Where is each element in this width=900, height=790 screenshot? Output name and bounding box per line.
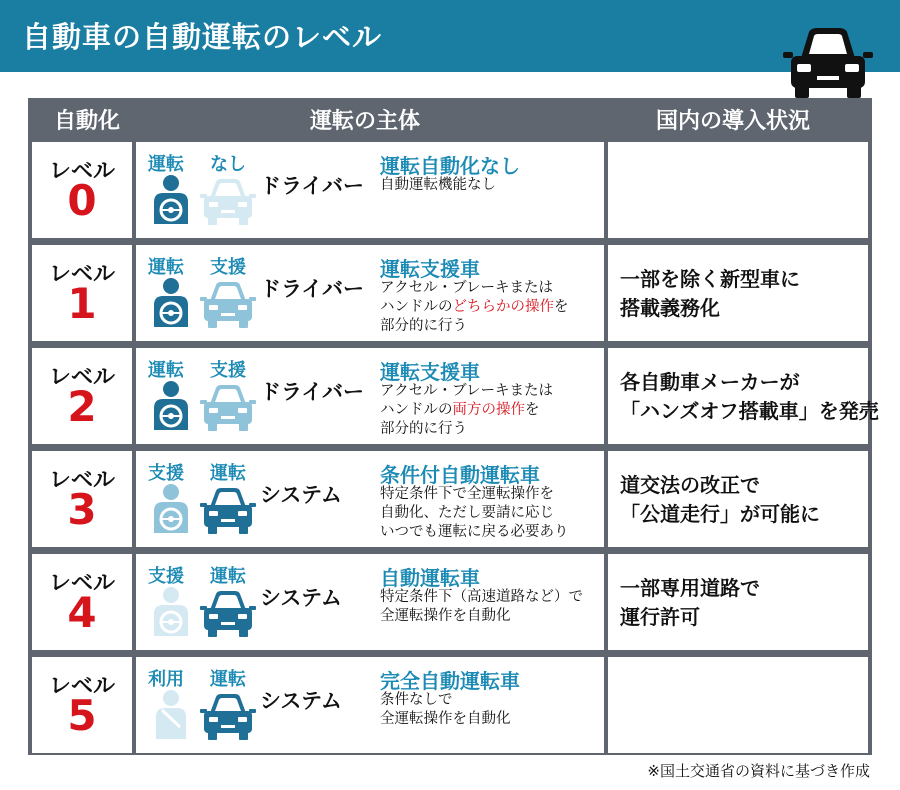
role-car-label: 運転 (210, 566, 246, 587)
car-icon (200, 382, 256, 434)
role-person-label: 運転 (148, 154, 184, 175)
level-description (380, 176, 496, 195)
description-text: を (554, 299, 569, 315)
description-highlight: どちらかの操作 (452, 299, 554, 315)
status-line: 「ハンズオフ搭載車」を発売 (620, 399, 879, 423)
table-header (28, 98, 872, 138)
description-text: 全運転操作を自動化 (380, 608, 511, 624)
level-label: レベル (48, 365, 115, 390)
level-cell (32, 554, 132, 650)
driving-subject-cell (136, 142, 604, 238)
level-number: 4 (67, 588, 97, 637)
description-line: 特定条件下（高速道路など）で (380, 589, 583, 605)
level-label: レベル (48, 159, 115, 184)
status-line: 搭載義務化 (620, 296, 720, 320)
status-cell (608, 451, 868, 547)
driving-actor: システム (260, 689, 342, 713)
header-domestic-status: 国内の導入状況 (656, 109, 811, 134)
title-bar (0, 0, 900, 72)
table-row (28, 348, 879, 444)
role-person-label: 支援 (148, 566, 184, 587)
status-cell (608, 348, 879, 444)
driver-icon (150, 483, 192, 535)
description-line: アクセル・ブレーキまたは (380, 280, 553, 296)
status-text (620, 574, 760, 632)
level-name: 運転支援車 (380, 257, 480, 281)
status-line: 一部専用道路で (620, 576, 760, 600)
levels-table (28, 98, 879, 755)
level-cell (32, 657, 132, 753)
role-person-label: 利用 (148, 669, 184, 690)
car-icon (200, 691, 256, 743)
car-icon (200, 588, 256, 640)
level-description (380, 485, 569, 542)
description-line: 自動運転機能なし (380, 177, 496, 193)
description-line (380, 401, 553, 420)
driving-actor: システム (260, 586, 342, 610)
driving-subject-cell (136, 657, 604, 753)
description-line: 部分的に行う (380, 421, 467, 437)
car-icon (200, 279, 256, 331)
table-row (28, 554, 872, 650)
description-line: アクセル・ブレーキまたは (380, 383, 553, 399)
description-line: 部分的に行う (380, 318, 467, 334)
description-line: いつでも運転に戻る必要あり (380, 524, 569, 540)
footnote: ※国土交通省の資料に基づき作成 (647, 762, 870, 780)
description-line: 特定条件下で全運転操作を (380, 486, 554, 502)
driving-actor: ドライバー (260, 174, 364, 198)
passenger-icon (150, 689, 192, 741)
role-person-label: 支援 (148, 463, 184, 484)
driving-subject-cell (136, 245, 604, 341)
level-description (380, 588, 583, 626)
driving-actor: ドライバー (260, 277, 364, 301)
level-label: レベル (48, 571, 115, 596)
car-icon (783, 22, 873, 102)
status-line: 一部を除く新型車に (620, 267, 800, 291)
driver-icon (150, 380, 192, 432)
level-number: 2 (67, 382, 97, 431)
driving-subject-cell (136, 451, 604, 547)
role-car-label: 運転 (210, 669, 246, 690)
driving-subject-cell (136, 348, 604, 444)
description-line (380, 504, 569, 523)
driving-actor: ドライバー (260, 380, 364, 404)
status-line: 運行許可 (620, 605, 700, 629)
status-cell (608, 554, 868, 650)
table-row (28, 142, 872, 238)
description-text: ハンドルの (380, 299, 453, 315)
status-text (620, 471, 820, 529)
level-label: レベル (48, 468, 115, 493)
level-name: 条件付自動運転車 (380, 463, 540, 487)
level-cell (32, 142, 132, 238)
level-description (380, 382, 553, 439)
level-number: 0 (67, 176, 97, 225)
role-person-label: 運転 (148, 257, 184, 278)
driver-icon (150, 586, 192, 638)
table-row (28, 657, 872, 753)
description-line (380, 710, 511, 729)
role-car-label: 支援 (210, 257, 246, 278)
status-cell (608, 142, 868, 238)
driving-subject-cell (136, 554, 604, 650)
level-label: レベル (48, 674, 115, 699)
header-driving-subject: 運転の主体 (310, 109, 421, 134)
level-name: 自動運転車 (380, 566, 480, 590)
level-cell (32, 348, 132, 444)
status-cell (608, 245, 868, 341)
level-number: 3 (67, 485, 97, 534)
level-name: 運転自動化なし (380, 154, 520, 178)
description-text: を (525, 402, 540, 418)
level-cell (32, 451, 132, 547)
level-number: 5 (67, 691, 97, 740)
header-automation: 自動化 (54, 109, 121, 134)
driver-icon (150, 277, 192, 329)
description-line: 条件なしで (380, 692, 453, 708)
status-text (620, 265, 800, 323)
description-line (380, 298, 569, 317)
status-cell (608, 657, 868, 753)
level-number: 1 (67, 279, 97, 328)
role-car-label: 支援 (210, 360, 246, 381)
description-line (380, 607, 583, 626)
car-icon (200, 176, 256, 228)
level-description (380, 279, 569, 336)
level-name: 運転支援車 (380, 360, 480, 384)
level-cell (32, 245, 132, 341)
role-car-label: 運転 (210, 463, 246, 484)
driving-actor: システム (260, 483, 342, 507)
role-person-label: 運転 (148, 360, 184, 381)
status-line: 各自動車メーカーが (620, 370, 800, 394)
description-text: 全運転操作を自動化 (380, 711, 511, 727)
car-icon (200, 485, 256, 537)
page-title: 自動車の自動運転のレベル (22, 20, 383, 54)
level-label: レベル (48, 262, 115, 287)
level-name: 完全自動運転車 (380, 669, 520, 693)
table-row (28, 451, 872, 547)
driver-icon (150, 174, 192, 226)
description-highlight: 両方の操作 (452, 402, 525, 418)
table-row (28, 245, 872, 341)
role-car-label: なし (210, 154, 246, 175)
status-line: 「公道走行」が可能に (620, 502, 820, 526)
level-description (380, 691, 511, 729)
description-text: ハンドルの (380, 402, 453, 418)
description-text: 自動化、ただし要請に応じ (380, 505, 554, 521)
status-text (620, 368, 879, 426)
status-line: 道交法の改正で (620, 473, 760, 497)
